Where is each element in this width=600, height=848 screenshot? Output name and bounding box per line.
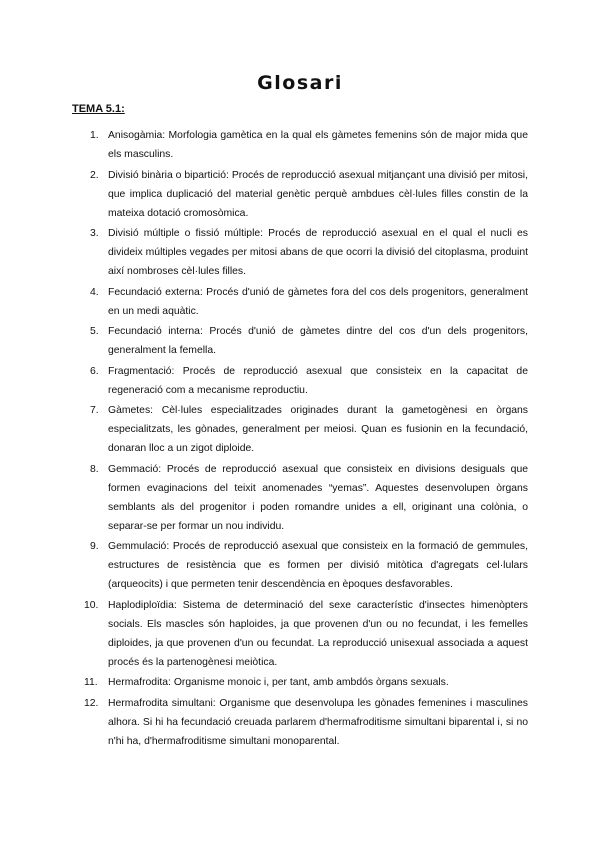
glossary-item bbox=[72, 224, 528, 281]
glossary-item bbox=[72, 126, 528, 164]
item-number: 5. bbox=[90, 326, 99, 337]
item-number: 1. bbox=[90, 130, 99, 141]
item-text: Fecundació interna: Procés d'unió de gàmetes dintre del cos d'un dels progenitors, generalment la femella. bbox=[108, 326, 528, 356]
item-number: 7. bbox=[90, 405, 99, 416]
glossary-item bbox=[72, 537, 528, 594]
glossary-item bbox=[72, 283, 528, 321]
item-text: Hermafrodita simultani: Organisme que desenvolupa les gònades femenines i masculines alhora. Si hi ha fecundació creuada parlarem d'hermafroditisme simultani biparental i, si no n'hi ha, d'hermafroditisme simultani monoparental. bbox=[108, 697, 528, 747]
glossary-item bbox=[72, 401, 528, 458]
glossary-item bbox=[72, 596, 528, 672]
glossary-item bbox=[72, 322, 528, 360]
item-text: Fecundació externa: Procés d'unió de gàmetes fora del cos dels progenitors, generalment en un medi aquàtic. bbox=[108, 286, 528, 317]
item-text: Hermafrodita: Organisme monoic i, per tant, amb ambdós òrgans sexuals. bbox=[108, 677, 449, 688]
item-text: Gemmulació: Procés de reproducció asexual que consisteix en la formació de gemmules, estructures de resistència que es formen per divisió mitòtica d'agregats cel·lulars (arqueocits) i que permeten tenir descendència en èpoques desfavorables. bbox=[108, 541, 528, 590]
item-number: 2. bbox=[90, 169, 99, 181]
item-text: Anisogàmia: Morfologia gamètica en la qual els gàmetes femenins són de major mida que els masculins. bbox=[108, 130, 528, 160]
item-text: Gàmetes: Cèl·lules especialitzades originades durant la gametogènesi en òrgans especialitzats, les gònades, generalment per meiosi. Quan es fusionin en la fecundació, donaran lloc a un zigot diploide. bbox=[108, 405, 528, 454]
item-number: 12. bbox=[84, 697, 99, 709]
item-number: 6. bbox=[90, 365, 99, 377]
item-number: 10. bbox=[84, 599, 99, 611]
item-text: Haplodiploïdia: Sistema de determinació del sexe característic d'insectes himenòpters socials. Els mascles són haploides, ja que provenen d'un ou no fecundat, i les femelles diploides, ja que provenen d'un ou fecundat. La reproducció unisexual associada a aquest procés és la partenogènesi meiòtica. bbox=[108, 599, 528, 668]
glossary-item bbox=[72, 694, 528, 751]
item-number: 3. bbox=[90, 228, 99, 239]
item-text: Gemmació: Procés de reproducció asexual que consisteix en divisions desiguals que formen evaginacions del teixit anomenades “yemas”. Aquestes desenvolupen òrgans semblants als del progenitor i poden romandre unides a ell, originant una colònia, o separar-se per formar un nou individu. bbox=[108, 463, 528, 532]
glossary-item bbox=[72, 673, 528, 692]
item-text: Divisió binària o bipartició: Procés de reproducció asexual mitjançant una divisió per mitosi, que implica duplicació del material genètic perquè ambdues cèl·lules filles constin de la mateixa dotació cromosòmica. bbox=[108, 169, 528, 219]
item-number: 9. bbox=[90, 541, 99, 552]
item-number: 11. bbox=[84, 677, 98, 688]
glossary-item bbox=[72, 460, 528, 536]
item-text: Fragmentació: Procés de reproducció asexual que consisteix en la capacitat de regeneració com a mecanisme reproductiu. bbox=[108, 365, 528, 396]
page-title: Glosari bbox=[257, 72, 343, 94]
glossary-item bbox=[72, 362, 528, 400]
section-heading: TEMA 5.1: bbox=[72, 103, 125, 115]
glossary-item bbox=[72, 166, 528, 223]
item-text: Divisió múltiple o fissió múltiple: Procés de reproducció asexual en el qual el nucli es divideix múltiples vegades per mitosi abans de que ocorri la divisió del citoplasma, produint així nombroses cèl·lules filles. bbox=[108, 228, 528, 277]
item-number: 8. bbox=[90, 463, 99, 475]
item-number: 4. bbox=[90, 286, 99, 298]
glossary-list bbox=[72, 126, 528, 752]
